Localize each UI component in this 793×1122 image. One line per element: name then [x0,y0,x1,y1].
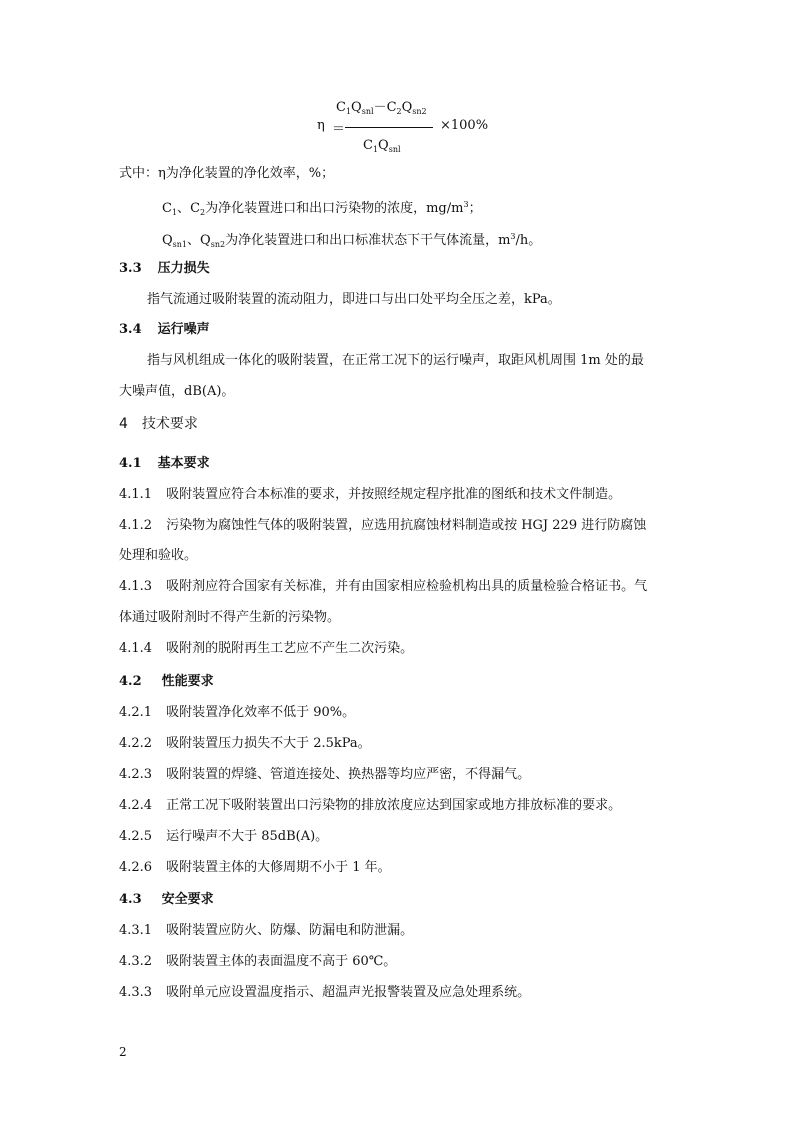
formula-equals: ＝ [332,122,346,137]
clause-4-3-1: 4.3.1 吸附装置应防火、防爆、防漏电和防泄漏。 [119,923,414,938]
section-4-3-heading: 4.3 安全要求 [119,892,214,907]
where-eta-line [119,165,334,183]
clause-4-1-3: 4.1.3 吸附剂应符合国家有关标准，并有由国家相应检验机构出具的质量检验合格证书。气 [119,579,648,594]
section-4-heading: 4 技术要求 [119,416,198,432]
section-3-4-body-line2: 大噪声值，dB(A)。 [119,384,235,399]
formula-denominator: $C_1Q_{snl}$ [363,138,401,154]
clause-4-2-4: 4.2.4 正常工况下吸附装置出口污染物的排放浓度应达到国家或地方排放标准的要求。 [119,798,622,813]
section-3-4-heading: 3.4 运行噪声 [119,322,210,337]
clause-4-3-3: 4.3.3 吸附单元应设置温度指示、超温声光报警装置及应急处理系统。 [119,985,531,1000]
where-eta-desc: η为净化装置的净化效率，%； [158,166,335,181]
fraction-bar [345,127,433,128]
where-q-line: $Q_{sn1}$、$Q_{sn2}$为净化装置进口和出口标准状态下干气体流量，$m^3/h$。 [162,232,542,249]
formula-eta: η [317,118,325,133]
section-3-3-body: 指气流通过吸附装置的流动阻力，即进口与出口处平均全压之差，kPa。 [147,292,561,307]
formula-times-100: ×100% [440,118,489,133]
page-number: 2 [119,1045,127,1059]
clause-4-3-2: 4.3.2 吸附装置主体的表面温度不高于 60℃。 [119,954,397,969]
clause-4-2-5: 4.2.5 运行噪声不大于 85dB(A)。 [119,829,329,844]
clause-4-1-1: 4.1.1 吸附装置应符合本标准的要求，并按照经规定程序批准的图纸和技术文件制造。 [119,487,622,502]
clause-4-1-2-cont: 处理和验收。 [119,548,198,563]
where-label: 式中： [119,166,159,181]
formula-numerator: $C_1Q_{snl}-C_2Q_{sn2}$ [336,100,427,116]
section-3-3-heading: 3.3 压力损失 [119,261,210,276]
section-3-4-body-line1: 指与风机组成一体化的吸附装置，在正常工况下的运行噪声，取距风机周围 1m 处的最 [147,353,644,368]
clause-4-2-6: 4.2.6 吸附装置主体的大修周期不小于 1 年。 [119,860,391,875]
clause-4-1-2: 4.1.2 污染物为腐蚀性气体的吸附装置，应选用抗腐蚀材料制造或按 HGJ 229 进行防腐蚀 [119,518,647,533]
clause-4-2-1: 4.2.1 吸附装置净化效率不低于 90%。 [119,705,356,720]
clause-4-1-4: 4.1.4 吸附剂的脱附再生工艺应不产生二次污染。 [119,641,414,656]
where-c-line: $C_1$、$C_2$为净化装置进口和出口污染物的浓度，$mg/m^3$； [162,200,482,217]
clause-4-1-3-cont: 体通过吸附剂时不得产生新的污染物。 [119,610,341,625]
section-4-2-heading: 4.2 性能要求 [119,674,214,689]
section-4-1-heading: 4.1 基本要求 [119,456,210,471]
efficiency-formula [300,94,530,158]
clause-4-2-3: 4.2.3 吸附装置的焊缝、管道连接处、换热器等均应严密，不得漏气。 [119,767,531,782]
clause-4-2-2: 4.2.2 吸附装置压力损失不大于 2.5kPa。 [119,736,371,751]
